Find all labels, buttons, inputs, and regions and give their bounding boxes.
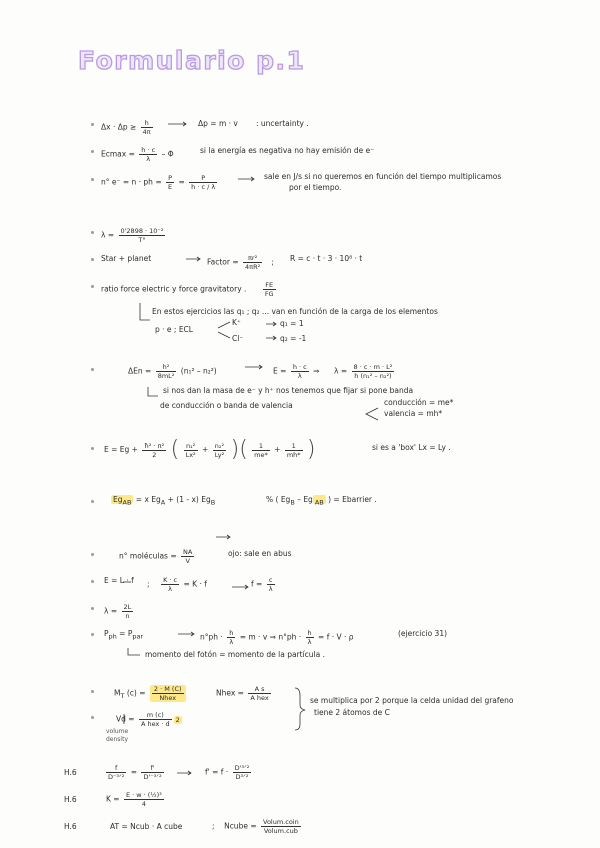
charge-example: p · e ; ECL (155, 325, 193, 334)
formula-mass-total: $M_T$ (c) = $\frac{2 \cdot M (C)}{\text{Nhex}}$ (114, 685, 188, 702)
formula-lambda-2l: λ = $\frac{2L}{n}$ (104, 603, 132, 620)
formula-wien: λ = $\frac{\text{0'2898 · 10⁻²}}{T^\circ}$ (101, 227, 164, 244)
formula-ncube: ; Ncube = $\frac{\text{Volum.coin}}{\text{Volum.cub}}$ (212, 818, 299, 835)
formula-egab: $Eg_{AB} = x$ $Eg_A + (1 - x)$ $Eg_B$ (113, 495, 216, 507)
bullet (91, 123, 94, 126)
bullet (91, 690, 94, 693)
bullet (91, 150, 94, 153)
problem-tag: H.6 (64, 795, 77, 804)
page-title: Formulario p.1 (78, 46, 306, 75)
formula-energy-lf: E = L · f (104, 576, 134, 585)
formula-kc: ; $\frac{K \cdot c}{\lambda}$ = K · f (147, 576, 207, 593)
conduction-mass: conducción = me* (384, 398, 454, 407)
formula-k: K = $\frac{\text{E · w · (½)³}}{4}$ (106, 791, 162, 808)
formula-lambda: λ = $\frac{\text{8 · c · m · L²}}{\text{h (n₁² – n₂²)}}$ (334, 363, 393, 380)
bullet (91, 258, 94, 261)
formula-ecmax: Ecmax = $\frac{h \cdot c}{\lambda}$ – Φ (101, 146, 174, 163)
formula-volume-density: Vd = $\frac{m (c)}{\text{A hex · d}}$ 2 (116, 711, 180, 728)
volume-density-label: volume density (106, 728, 129, 743)
bullet (91, 633, 94, 636)
formula-energy-photon: E = $\frac{h \cdot c}{\lambda}$ ⇒ (273, 363, 320, 380)
formula-frequency: f = $\frac{c}{\lambda}$ (251, 576, 273, 593)
uncertainty-label: : uncertainty . (256, 119, 309, 128)
problem-tag: H.6 (64, 768, 77, 777)
charge-q1: q₁ = 1 (280, 319, 304, 328)
formula-frequency-ratio: $\frac{f}{\text{D⁻³ᐟ²}}$ = $\frac{f'}{\text{D'⁻³ᐟ²}}$ (108, 764, 162, 781)
ion-cl: Cl⁻ (232, 334, 244, 343)
bullet (91, 500, 94, 503)
bullet (91, 231, 94, 234)
momentum-expression: Δp = m · v (198, 119, 238, 128)
formula-momentum-equality: $P_{ph} = P_{par}$ (104, 629, 144, 641)
formula-frequency-scaled: f' = f · $\frac{\text{D'³ᐟ²}}{\text{D³ᐟ²}}$ (205, 764, 250, 781)
formula-photon-momentum: n°ph · $\frac{h}{\lambda}$ = m · v ⇒ n°ph · $\frac{h}{\lambda}$ = f · V · ρ (200, 629, 354, 646)
charge-note: En estos ejercicios las q₁ ; q₂ ... van en función de la carga de los elementos (152, 307, 438, 316)
bullet (91, 580, 94, 583)
formula-photon-count: n° e⁻ = n · ph = $\frac{P}{E}$ = $\frac{P}{h \cdot c / \lambda}$ (101, 174, 216, 191)
graphene-note-2: tiene 2 átomos de C (314, 708, 390, 717)
problem-tag: H.6 (64, 822, 77, 831)
mass-note: si nos dan la masa de e⁻ y h⁺ nos tenemos que fijar si pone banda (163, 386, 414, 395)
ecmax-note: si la energía es negativa no hay emisión de e⁻ (200, 146, 375, 155)
bullet (91, 716, 94, 719)
graphene-note: se multiplica por 2 porque la celda unidad del grafeno (310, 696, 514, 705)
formula-area-total: AT = Ncub · A cube (110, 822, 183, 831)
ratio-force-label: ratio force electric y force gravitatory . $\frac{FE}{FG}$ (101, 281, 274, 298)
formula-ebarrier: % ( $Eg_B$ – Eg $_{AB}$ ) = Ebarrier . (266, 495, 377, 507)
momentum-note: momento del fotón = momento de la partícula . (145, 650, 325, 659)
formula-uncertainty: Δx · Δp ≥ $\frac{h}{4\pi}$ (101, 119, 151, 136)
band-note: de conducción o banda de valencia (160, 401, 293, 410)
photon-count-note-2: por el tiempo. (289, 183, 342, 192)
formula-molecules: n° moléculas = $\frac{NA}{V}$ (119, 548, 193, 565)
bullet (91, 368, 94, 371)
ion-k: K⁺ (232, 318, 241, 327)
valence-mass: valencia = mh* (384, 409, 443, 418)
formula-box-energy: E = Eg + $\frac{\text{ħ² · π²}}{2}$ ( $\frac{\text{n₁²}}{\text{Lx²}}$ + $\frac{\text{n₂²}}{\text{Ly²}}$ )( $\frac{1}{me*}$ + $\frac{1}{mh*}$ ) (104, 437, 316, 462)
bullet (91, 553, 94, 556)
formula-delta-en: ΔEn = $\frac{\text{h²}}{\text{8mL²}}$ (n₁² – n₂²) (128, 363, 217, 380)
box-note: si es a 'box' Lx = Ly . (372, 443, 451, 452)
bullet (91, 285, 94, 288)
exercise-ref: (ejercicio 31) (398, 629, 448, 638)
bullet (91, 607, 94, 610)
bullet (91, 447, 94, 450)
charge-q2: q₂ = -1 (280, 334, 307, 343)
photon-count-note: sale en J/s si no queremos en función del tiempo multiplicamos (264, 172, 502, 181)
molecules-note: ojo: sale en abus (228, 549, 292, 558)
formula-distance: R = c · t · 3 · 10⁸ · t (290, 254, 363, 263)
bullet (91, 178, 94, 181)
star-planet-label: Star + planet (101, 254, 152, 263)
formula-nhex: Nhex = $\frac{\text{A s}}{\text{A hex}}$ (216, 685, 269, 702)
formula-factor: Factor = $\frac{\text{πr²}}{\text{4πR²}}$ ; (207, 254, 274, 271)
